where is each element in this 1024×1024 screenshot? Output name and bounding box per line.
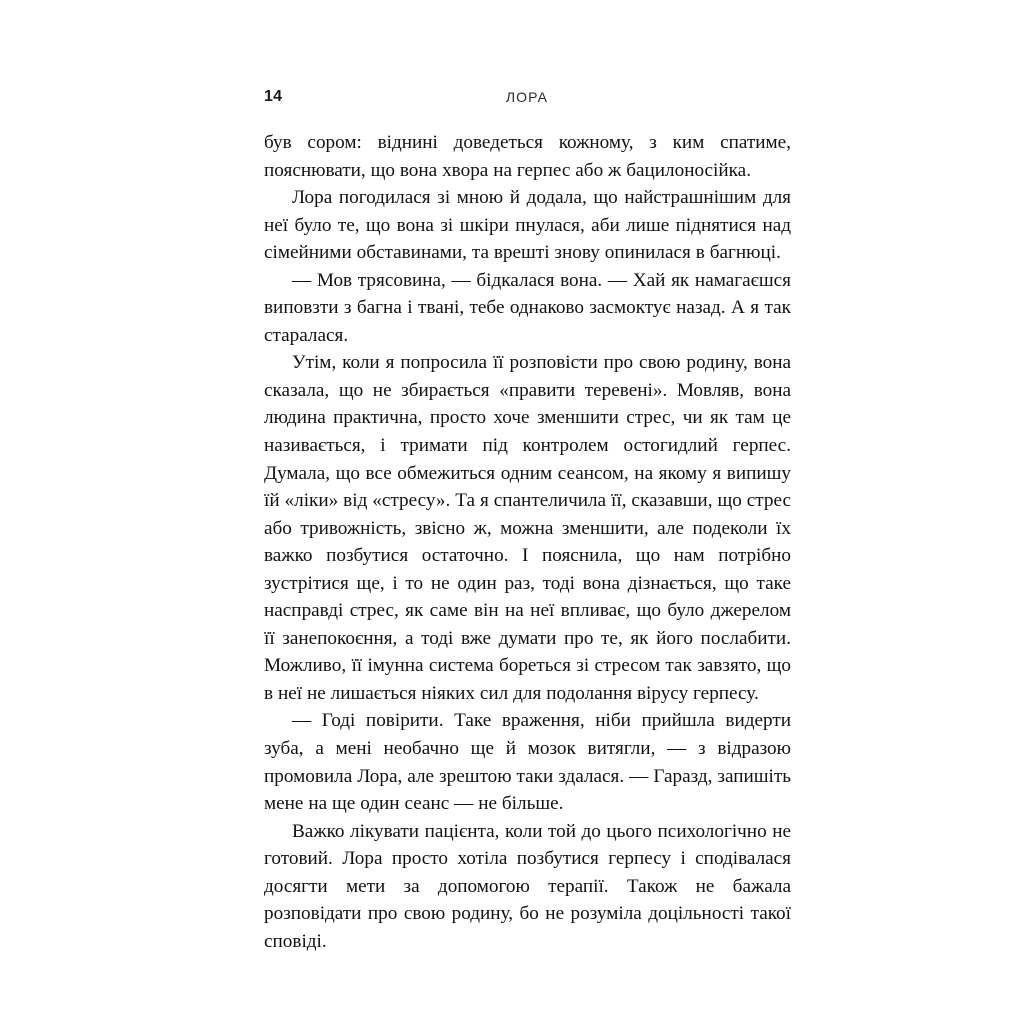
- running-title: ЛОРА: [505, 89, 549, 105]
- para-lora-agreed: Лора погодилася зі мною й додала, що найстрашнішим для неї було те, що вона зі шкіри пнулася, аби лише піднятися над сімейними обставинами, та врешті знову опинилася в багнюці.: [264, 187, 791, 264]
- para-quagmire-dialogue: — Мов трясовина, — бідкалася вона. — Хай як намагаєшся виповзти з багна і твані, тебе однаково засмоктує назад. А я так старалася.: [264, 269, 791, 346]
- para-hardly-believe-dialogue: — Годі повірити. Таке враження, ніби прийшла видерти зуба, а мені необачно ще й мозок витягли, — з відразою промовила Лора, але зрештою таки здалася. — Гаразд, запишіть мене на ще один сеанс — не більше.: [264, 710, 791, 815]
- running-head: [264, 86, 790, 108]
- para-continued-shame: був сором: віднині доведеться кожному, з ким спатиме, пояснювати, що вона хвора на герпес або ж бацилоносійка.: [264, 132, 791, 181]
- body-text-block: [264, 129, 791, 955]
- page-number: 14: [264, 88, 283, 105]
- para-family-story: Утім, коли я попросила її розповісти про свою родину, вона сказала, що не збирається «правити теревені». Мовляв, вона людина практична, просто хоче зменшити стрес, чи як там це називається, і тримати під контролем остогидлий герпес. Думала, що все обмежиться одним сеансом, на якому я випишу їй «ліки» від «стресу». Та я спантеличила її, сказавши, що стрес або тривожність, звісно ж, можна зменшити, але подеколи їх важко позбутися остаточно. І пояснила, що нам потрібно зустрітися ще, і то не один раз, тоді вона дізнається, що таке насправді стрес, як саме він на неї впливає, що було джерелом її занепокоєння, а тоді вже думати про те, як його послабити. Можливо, її імунна система бореться зі стресом так завзято, що в неї не лишається ніяких сил для подолання вірусу герпесу.: [264, 352, 791, 704]
- para-hard-to-treat: Важко лікувати пацієнта, коли той до цього психологічно не готовий. Лора просто хотіла позбутися герпесу і сподівалася досягти мети за допомогою терапії. Також не бажала розповідати про свою родину, бо не розуміла доцільності такої сповіді.: [264, 820, 791, 952]
